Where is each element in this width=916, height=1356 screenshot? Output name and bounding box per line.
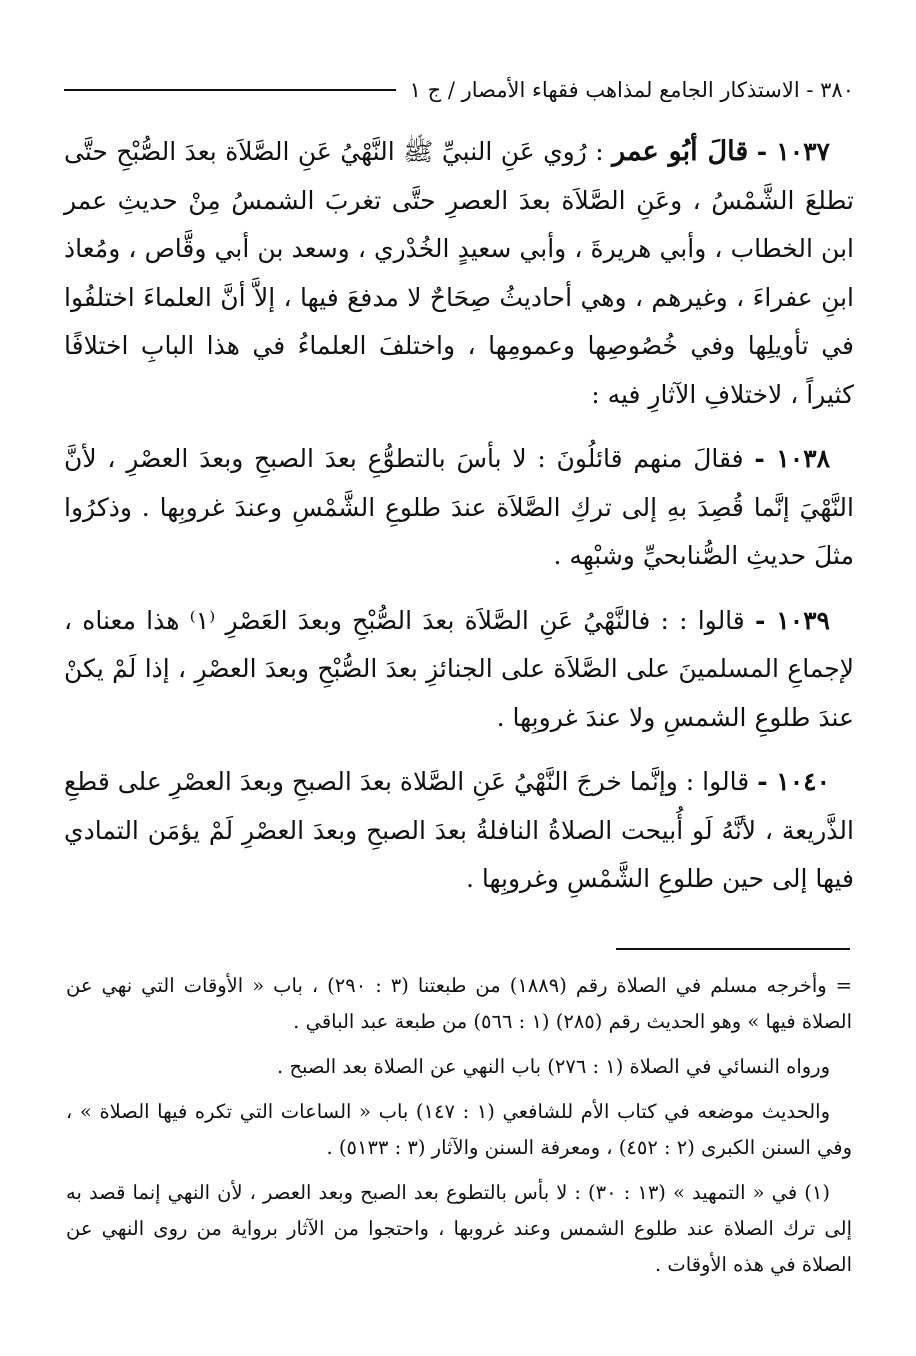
paragraph-1040	[64, 758, 854, 904]
header-rule	[64, 89, 396, 91]
paragraph-1038	[64, 435, 854, 581]
footnote-nasai: ورواه النسائي في الصلاة (١ : ٢٧٦) باب النهي عن الصلاة بعد الصبح .	[277, 1055, 830, 1078]
paragraph-text: فقالَ منهم قائلُونَ : لا بأسَ بالتطوُّعِ بعدَ الصبحِ وبعدَ العصْرِ ، لأنَّ النَّهْيَ إنَّما قُصِدَ بهِ إلى تركِ الصَّلاَة عندَ طلوعِ الشَّمْسِ وعندَ غروبِها . وذكرُوا مثلَ حديثِ الصُّنابحيِّ وشبْهِه .	[64, 444, 854, 570]
paragraph-number: ١٠٣٨ -	[754, 444, 830, 473]
running-title: ٣٨٠ - الاستذكار الجامع لمذاهب فقهاء الأمصار / ج ١	[409, 78, 854, 102]
paragraph-1039	[64, 597, 854, 743]
paragraph-number: ١٠٣٧ -	[756, 137, 830, 166]
paragraph-1037	[64, 128, 854, 419]
footnote-continued: = وأخرجه مسلم في الصلاة رقم (١٨٨٩) من طبعتنا (٣ : ٢٩٠) ، باب « الأوقات التي نهي عن الصلاة فيها » وهو الحديث رقم (٢٨٥) (١ : ٥٦٦) من طبعة عبد الباقي .	[66, 974, 853, 1033]
footnote-separator	[616, 948, 850, 950]
running-header	[64, 78, 854, 102]
paragraph-text: : رُوي عَنِ النبيِّ ﷺ النَّهْيُ عَنِ الصَّلاَة بعدَ الصُّبْحِ حتَّى تطلعَ الشَّمْسُ ، وعَنِ الصَّلاَة بعدَ العصرِ حتَّى تغربَ الشمسُ مِنْ حديثِ عمر ابن الخطاب ، وأبي هريرةَ ، وأبي سعيدٍ الخُدْري ، وسعد بن أبي وقَّاص ، ومُعاذ ابنِ عفراءَ ، وغيرهم ، وهي أحاديثُ صِحَاحٌ لا مدفعَ فيها ، إلاَّ أنَّ العلماءَ اختلفُوا في تأويلِها وفي خُصُوصِها وعمومِها ، واختلفَ العلماءُ في هذا البابِ اختلافًا كثيراً ، لاختلافِ الآثارِ فيه :	[64, 137, 854, 409]
main-text	[64, 128, 854, 920]
footnotes	[66, 968, 852, 1292]
paragraph-number: ١٠٤٠ -	[757, 767, 830, 796]
paragraph-number: ١٠٣٩ -	[754, 605, 830, 635]
footnote-1: (١) في « التمهيد » (١٣ : ٣٠) : لا بأس بالتطوع بعد الصبح وبعد العصر ، لأن النهي إنما قصد به إلى ترك الصلاة عند طلوع الشمس وعند غروبها ، واحتجوا من الآثار برواية من روى النهي عن الصلاة في هذه الأوقات .	[66, 1181, 852, 1276]
footnote-shafii: والحديث موضعه في كتاب الأم للشافعي (١ : ١٤٧) باب « الساعات التي تكره فيها الصلاة » ، وفي السنن الكبرى (٢ : ٤٥٢) ، ومعرفة السنن والآثار (٣ : ٥١٣٣) .	[66, 1100, 852, 1159]
speaker-name: قالَ أبُو عمر	[612, 136, 749, 167]
paragraph-text: قالوا : : فالنَّهْيُ عَنِ الصَّلاَة بعدَ الصُّبْحِ وبعدَ العَصْرِ ⁽١⁾ هذا معناه ، لإجماعِ المسلمينَ على الصَّلاَة على الجنائزِ بعدَ الصُّبْحِ وبعدَ العصْرِ ، إذا لَمْ يكنْ عندَ طلوعِ الشمسِ ولا عندَ غروبِها .	[64, 605, 854, 732]
paragraph-text: قالوا : وإنَّما خرجَ النَّهْيُ عَنِ الصَّلاة بعدَ الصبحِ وبعدَ العصْرِ على قطعِ الذَّريعة ، لأنَّهُ لَو أُبيحت الصلاةُ النافلةُ بعدَ الصبحِ وبعدَ العصْرِ لَمْ يؤمَن التمادي فيها إلى حين طلوعِ الشَّمْسِ وغروبِها .	[64, 767, 854, 893]
